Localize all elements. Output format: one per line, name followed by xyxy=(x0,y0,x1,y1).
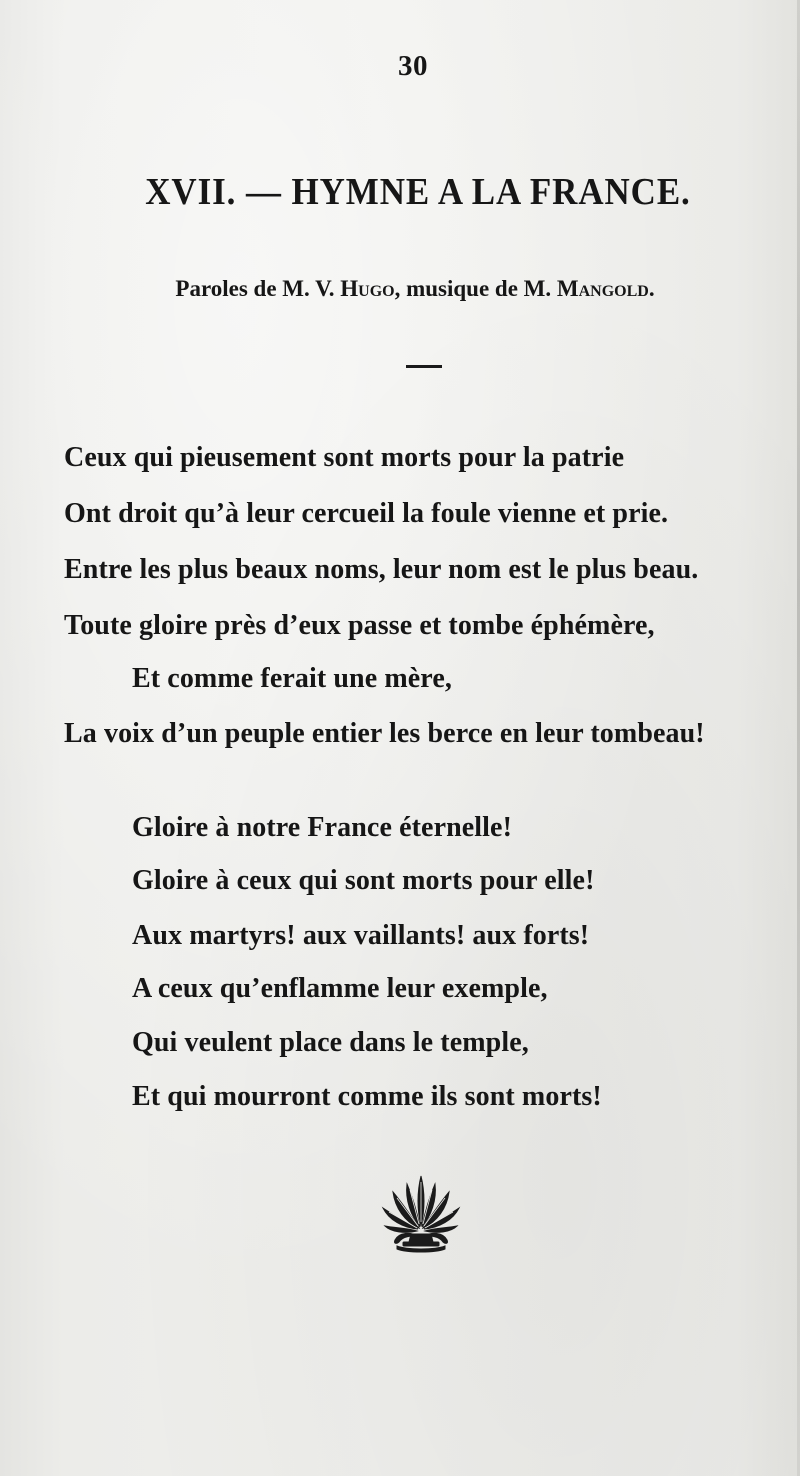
verse-line: Ceux qui pieusement sont morts pour la patrie xyxy=(64,442,625,473)
credits-composer: Mangold xyxy=(556,276,649,301)
verse-line: Toute gloire près d’eux passe et tombe éphémère, xyxy=(64,610,655,641)
verse-line: Ont droit qu’à leur cercueil la foule vienne et prie. xyxy=(64,498,669,529)
verse-line: Entre les plus beaux noms, leur nom est le plus beau. xyxy=(64,554,699,585)
refrain-line: Gloire à ceux qui sont morts pour elle! xyxy=(132,865,595,896)
refrain-line: Et qui mourront comme ils sont morts! xyxy=(132,1081,602,1112)
refrain-line: A ceux qu’enflamme leur exemple, xyxy=(132,973,548,1004)
poem-credits xyxy=(0,276,800,302)
credits-end: . xyxy=(648,276,655,301)
credits-middle: , musique de M. xyxy=(394,276,557,301)
refrain-line: Aux martyrs! aux vaillants! aux forts! xyxy=(132,920,590,951)
credits-lead: Paroles de M. V. xyxy=(175,276,341,301)
verse-line: La voix d’un peuple entier les berce en leur tombeau! xyxy=(64,718,705,749)
verse-line: Et comme ferait une mère, xyxy=(132,663,452,694)
credits-author: Hugo xyxy=(340,276,395,301)
page-number: 30 xyxy=(398,50,428,82)
refrain-line: Qui veulent place dans le temple, xyxy=(132,1027,529,1058)
poem-title: XVII. — HYMNE A LA FRANCE. xyxy=(145,171,691,213)
refrain-line: Gloire à notre France éternelle! xyxy=(132,812,513,843)
separator-rule xyxy=(406,365,442,368)
palmette-ornament-icon xyxy=(377,1170,465,1254)
